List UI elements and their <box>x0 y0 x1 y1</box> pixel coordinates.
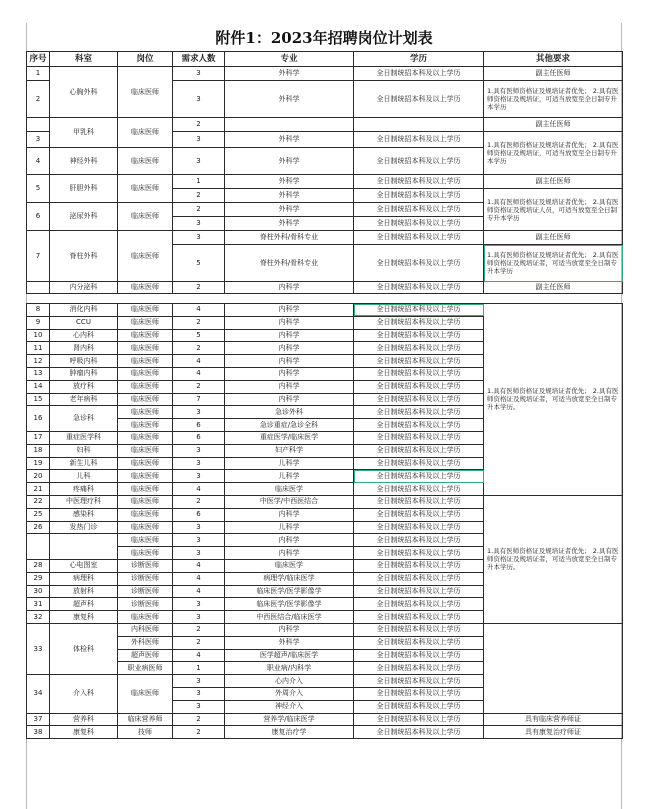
cell-count: 5 <box>173 329 225 342</box>
cell-major: 外科学 <box>225 636 354 649</box>
cell-edu: 全日制统招本科及以上学历 <box>354 282 484 294</box>
recruitment-table <box>26 51 623 739</box>
cell-post: 临床医师 <box>118 457 173 470</box>
cell-edu: 全日制统招本科及以上学历 <box>354 367 484 380</box>
table-row <box>27 118 623 132</box>
cell-major: 急诊外科 <box>225 406 354 419</box>
cell-edu: 全日制统招本科及以上学历 <box>354 431 484 444</box>
cell-major: 脊柱外科/骨科专业 <box>225 245 354 282</box>
header-row <box>27 52 623 67</box>
cell-req: 副主任医师 <box>484 282 623 294</box>
cell-edu: 全日制统招本科及以上学历 <box>354 203 484 217</box>
cell-count: 2 <box>173 118 225 132</box>
cell-major: 外科学 <box>225 132 354 148</box>
cell-count: 3 <box>173 598 225 611</box>
cell-major: 外科学 <box>225 175 354 189</box>
cell-edu: 全日制统招本科及以上学历 <box>354 329 484 342</box>
cell-count: 3 <box>173 67 225 81</box>
table-row <box>27 304 623 317</box>
table-body-section-2 <box>27 304 623 739</box>
cell-count: 3 <box>173 457 225 470</box>
cell-dept: 妇科 <box>50 444 118 457</box>
cell-dept: 消化内科 <box>50 304 118 317</box>
cell-count: 3 <box>173 470 225 483</box>
cell-count: 3 <box>173 217 225 231</box>
cell-dept: 神经外科 <box>50 148 118 175</box>
cell-major: 临床医学/医学影像学 <box>225 585 354 598</box>
cell-no: 31 <box>27 598 50 611</box>
cell-no: 18 <box>27 444 50 457</box>
cell-major: 临床医学 <box>225 483 354 496</box>
cell-edu: 全日制统招本科及以上学历 <box>354 419 484 432</box>
cell-post: 技师 <box>118 726 173 739</box>
cell-dept: 新生儿科 <box>50 457 118 470</box>
cell-major <box>225 118 354 132</box>
cell-dept: 康复科 <box>50 611 118 624</box>
cell-no: 15 <box>27 393 50 406</box>
table-row <box>27 175 623 189</box>
cell-count: 2 <box>173 623 225 636</box>
cell-post: 临床医师 <box>118 67 173 118</box>
cell-edu: 全日制统招本科及以上学历 <box>354 406 484 419</box>
cell-no: 6 <box>27 203 50 231</box>
cell-major: 职业病/内科学 <box>225 662 354 675</box>
cell-dept: 放射科 <box>50 585 118 598</box>
cell-major: 内科学 <box>225 623 354 636</box>
cell-major: 内科学 <box>225 508 354 521</box>
header-cell-dept: 科室 <box>50 52 118 67</box>
cell-count: 4 <box>173 585 225 598</box>
cell-major: 临床医学 <box>225 559 354 572</box>
page-title: 附件1：2023年招聘岗位计划表 <box>215 29 433 47</box>
cell-post: 临床医师 <box>118 419 173 432</box>
cell-count: 3 <box>173 534 225 547</box>
cell-major: 妇产科学 <box>225 444 354 457</box>
cell-no: 20 <box>27 470 50 483</box>
cell-dept: 急诊科 <box>50 406 118 432</box>
cell-no: 19 <box>27 457 50 470</box>
cell-edu: 全日制统招本科及以上学历 <box>354 611 484 624</box>
cell-no: 8 <box>27 304 50 317</box>
cell-no: 37 <box>27 713 50 726</box>
cell-no: 13 <box>27 367 50 380</box>
cell-count: 3 <box>173 231 225 245</box>
cell-req: 具有康复治疗师证 <box>484 726 623 739</box>
cell-post: 临床医师 <box>118 175 173 203</box>
cell-count: 2 <box>173 713 225 726</box>
cell-dept: 心电图室 <box>50 559 118 572</box>
cell-dept: 儿科 <box>50 470 118 483</box>
cell-dept: 肿瘤内科 <box>50 367 118 380</box>
cell-post: 临床医师 <box>118 380 173 393</box>
cell-post: 临床医师 <box>118 355 173 368</box>
cell-no: 17 <box>27 431 50 444</box>
cell-count: 2 <box>173 342 225 355</box>
cell-edu: 全日制统招本科及以上学历 <box>354 508 484 521</box>
cell-major: 脊柱外科/骨科专业 <box>225 231 354 245</box>
cell-post: 临床医师 <box>118 508 173 521</box>
cell-major: 儿科学 <box>225 470 354 483</box>
header-cell-no: 序号 <box>27 52 50 67</box>
cell-no: 4 <box>27 148 50 175</box>
cell-post: 诊断医师 <box>118 585 173 598</box>
cell-req: 1.具有医师资格证及规培证者优先； 2.具有医师资格证及规培证，可适当放宽至全日制专升本学历 <box>484 132 623 175</box>
cell-dept: 放疗科 <box>50 380 118 393</box>
cell-dept: 内分泌科 <box>50 282 118 294</box>
table-row <box>27 67 623 81</box>
cell-dept: 泌尿外科 <box>50 203 118 231</box>
cell-edu: 全日制统招本科及以上学历 <box>354 713 484 726</box>
cell-no: 14 <box>27 380 50 393</box>
cell-edu: 全日制统招本科及以上学历 <box>354 175 484 189</box>
cell-post: 临床医师 <box>118 470 173 483</box>
cell-dept: 病理科 <box>50 572 118 585</box>
cell-count: 2 <box>173 726 225 739</box>
cell-major: 外科学 <box>225 203 354 217</box>
cell-edu: 全日制统招本科及以上学历 <box>354 148 484 175</box>
cell-post: 诊断医师 <box>118 572 173 585</box>
cell-major: 外科学 <box>225 189 354 203</box>
cell-major: 心内介入 <box>225 675 354 688</box>
table-row <box>27 282 623 294</box>
cell-edu: 全日制统招本科及以上学历 <box>354 316 484 329</box>
cell-dept: 中医理疗科 <box>50 495 118 508</box>
cell-dept <box>50 534 118 560</box>
cell-count: 3 <box>173 521 225 534</box>
cell-count: 3 <box>173 132 225 148</box>
cell-major: 内科学 <box>225 282 354 294</box>
cell-edu: 全日制统招本科及以上学历 <box>354 534 484 547</box>
cell-count: 3 <box>173 700 225 713</box>
cell-no: 16 <box>27 406 50 432</box>
table-row <box>27 713 623 726</box>
cell-count: 1 <box>173 175 225 189</box>
cell-major: 外科学 <box>225 217 354 231</box>
cell-count: 4 <box>173 649 225 662</box>
cell-major: 外周介入 <box>225 687 354 700</box>
cell-post: 临床医师 <box>118 675 173 713</box>
cell-edu: 全日制统招本科及以上学历 <box>354 457 484 470</box>
cell-edu: 全日制统招本科及以上学历 <box>354 189 484 203</box>
cell-edu: 全日制统招本科及以上学历 <box>354 687 484 700</box>
cell-post: 临床医师 <box>118 534 173 547</box>
cell-post: 临床医师 <box>118 495 173 508</box>
cell-edu: 全日制统招本科及以上学历 <box>354 231 484 245</box>
cell-count: 3 <box>173 687 225 700</box>
cell-edu: 全日制统招本科及以上学历 <box>354 521 484 534</box>
cell-edu: 全日制统招本科及以上学历 <box>354 304 484 317</box>
cell-edu: 全日制统招本科及以上学历 <box>354 342 484 355</box>
cell-major: 中医学/中西医结合 <box>225 495 354 508</box>
cell-count: 4 <box>173 355 225 368</box>
cell-major: 内科学 <box>225 316 354 329</box>
cell-post: 临床营养师 <box>118 713 173 726</box>
cell-req <box>484 623 623 713</box>
cell-major: 康复治疗学 <box>225 726 354 739</box>
cell-req: 副主任医师 <box>484 175 623 189</box>
cell-edu: 全日制统招本科及以上学历 <box>354 67 484 81</box>
cell-edu <box>354 118 484 132</box>
cell-count: 4 <box>173 483 225 496</box>
cell-count: 7 <box>173 393 225 406</box>
cell-req: 1.具有医师资格证及规培证者优先； 2.具有医师资格证及规培证者，可适当放宽至全日制专升本学历。 <box>484 495 623 623</box>
cell-post: 临床医师 <box>118 316 173 329</box>
cell-count: 3 <box>173 81 225 118</box>
cell-major: 内科学 <box>225 393 354 406</box>
cell-major: 内科学 <box>225 367 354 380</box>
cell-post: 临床医师 <box>118 521 173 534</box>
cell-count: 3 <box>173 675 225 688</box>
cell-dept: 心内科 <box>50 329 118 342</box>
cell-edu: 全日制统招本科及以上学历 <box>354 585 484 598</box>
cell-count: 6 <box>173 508 225 521</box>
cell-count: 4 <box>173 304 225 317</box>
cell-edu: 全日制统招本科及以上学历 <box>354 572 484 585</box>
cell-count: 3 <box>173 148 225 175</box>
cell-no: 12 <box>27 355 50 368</box>
cell-post: 临床医师 <box>118 547 173 560</box>
cell-major: 内科学 <box>225 547 354 560</box>
cell-post: 临床医师 <box>118 393 173 406</box>
cell-count: 4 <box>173 559 225 572</box>
cell-edu: 全日制统招本科及以上学历 <box>354 495 484 508</box>
cell-count: 6 <box>173 431 225 444</box>
cell-major: 内科学 <box>225 304 354 317</box>
cell-major: 营养学/临床医学 <box>225 713 354 726</box>
cell-edu: 全日制统招本科及以上学历 <box>354 444 484 457</box>
cell-count: 3 <box>173 611 225 624</box>
cell-count: 2 <box>173 282 225 294</box>
cell-count: 3 <box>173 444 225 457</box>
cell-major: 重症医学/临床医学 <box>225 431 354 444</box>
cell-count: 2 <box>173 495 225 508</box>
cell-major: 内科学 <box>225 534 354 547</box>
cell-major: 内科学 <box>225 329 354 342</box>
cell-edu: 全日制统招本科及以上学历 <box>354 355 484 368</box>
cell-no: 10 <box>27 329 50 342</box>
cell-no: 29 <box>27 572 50 585</box>
cell-major: 内科学 <box>225 342 354 355</box>
cell-post: 临床医师 <box>118 444 173 457</box>
cell-post: 临床医师 <box>118 367 173 380</box>
cell-count: 4 <box>173 572 225 585</box>
cell-dept: 老年病科 <box>50 393 118 406</box>
cell-edu: 全日制统招本科及以上学历 <box>354 675 484 688</box>
cell-major: 医学超声/临床医学 <box>225 649 354 662</box>
cell-no: 2 <box>27 81 50 118</box>
cell-post: 职业病医师 <box>118 662 173 675</box>
cell-req: 1.具有医师资格证及规培证者优先； 2.具有医师资格证及规培证，可适当放宽至全日制专升本学历 <box>484 81 623 118</box>
cell-post: 临床医师 <box>118 231 173 282</box>
cell-dept: 康复科 <box>50 726 118 739</box>
cell-no <box>27 118 50 132</box>
cell-no: 5 <box>27 175 50 203</box>
cell-post: 临床医师 <box>118 148 173 175</box>
header-cell-post: 岗位 <box>118 52 173 67</box>
cell-edu: 全日制统招本科及以上学历 <box>354 598 484 611</box>
cell-post: 临床医师 <box>118 342 173 355</box>
cell-dept: 感染科 <box>50 508 118 521</box>
cell-count: 1 <box>173 662 225 675</box>
cell-dept: CCU <box>50 316 118 329</box>
cell-req: 副主任医师 <box>484 67 623 81</box>
cell-no: 21 <box>27 483 50 496</box>
cell-post: 临床医师 <box>118 329 173 342</box>
cell-dept: 甲乳科 <box>50 118 118 148</box>
table-row <box>27 231 623 245</box>
cell-count: 2 <box>173 636 225 649</box>
cell-edu: 全日制统招本科及以上学历 <box>354 559 484 572</box>
cell-no: 28 <box>27 559 50 572</box>
cell-post: 临床医师 <box>118 483 173 496</box>
cell-dept: 肾内科 <box>50 342 118 355</box>
cell-major: 外科学 <box>225 81 354 118</box>
cell-edu: 全日制统招本科及以上学历 <box>354 623 484 636</box>
cell-req: 具有临床营养师证 <box>484 713 623 726</box>
cell-edu: 全日制统招本科及以上学历 <box>354 470 484 483</box>
cell-post: 外科医师 <box>118 636 173 649</box>
cell-major: 儿科学 <box>225 521 354 534</box>
cell-no: 1 <box>27 67 50 81</box>
cell-count: 3 <box>173 547 225 560</box>
section-gap <box>27 294 623 304</box>
cell-no <box>27 534 50 560</box>
cell-major: 中西医结合/临床医学 <box>225 611 354 624</box>
cell-no: 30 <box>27 585 50 598</box>
cell-req: 副主任医师 <box>484 118 623 132</box>
cell-dept: 疼痛科 <box>50 483 118 496</box>
cell-no: 33 <box>27 623 50 674</box>
cell-major: 神经介入 <box>225 700 354 713</box>
cell-post: 临床医师 <box>118 203 173 231</box>
cell-edu: 全日制统招本科及以上学历 <box>354 81 484 118</box>
cell-post: 临床医师 <box>118 282 173 294</box>
cell-post: 临床医师 <box>118 118 173 148</box>
cell-post: 临床医师 <box>118 431 173 444</box>
cell-post: 内科医师 <box>118 623 173 636</box>
cell-no: 3 <box>27 132 50 148</box>
table-row <box>27 495 623 508</box>
cell-edu: 全日制统招本科及以上学历 <box>354 380 484 393</box>
cell-dept: 体检科 <box>50 623 118 674</box>
cell-count: 4 <box>173 367 225 380</box>
cell-edu: 全日制统招本科及以上学历 <box>354 217 484 231</box>
cell-edu: 全日制统招本科及以上学历 <box>354 662 484 675</box>
cell-no: 9 <box>27 316 50 329</box>
cell-no: 7 <box>27 231 50 282</box>
cell-count: 3 <box>173 406 225 419</box>
cell-post: 临床医师 <box>118 304 173 317</box>
cell-dept: 介入科 <box>50 675 118 713</box>
cell-major: 外科学 <box>225 148 354 175</box>
cell-dept: 肝胆外科 <box>50 175 118 203</box>
cell-no: 32 <box>27 611 50 624</box>
header-cell-count: 需求人数 <box>173 52 225 67</box>
cell-dept: 重症医学科 <box>50 431 118 444</box>
cell-edu: 全日制统招本科及以上学历 <box>354 726 484 739</box>
header-cell-edu: 学历 <box>354 52 484 67</box>
cell-no: 38 <box>27 726 50 739</box>
cell-major: 内科学 <box>225 355 354 368</box>
cell-count: 2 <box>173 203 225 217</box>
header-cell-req: 其他要求 <box>484 52 623 67</box>
cell-no: 34 <box>27 675 50 713</box>
cell-edu: 全日制统招本科及以上学历 <box>354 700 484 713</box>
cell-count: 2 <box>173 380 225 393</box>
cell-edu: 全日制统招本科及以上学历 <box>354 483 484 496</box>
cell-no: 25 <box>27 508 50 521</box>
cell-count: 2 <box>173 316 225 329</box>
cell-major: 临床医学/医学影像学 <box>225 598 354 611</box>
cell-major: 儿科学 <box>225 457 354 470</box>
cell-major: 急诊重症/急诊全科 <box>225 419 354 432</box>
cell-post: 临床医师 <box>118 611 173 624</box>
cell-dept: 心胸外科 <box>50 67 118 118</box>
table-row <box>27 726 623 739</box>
cell-count: 5 <box>173 245 225 282</box>
cell-post: 超声医师 <box>118 649 173 662</box>
cell-no <box>27 282 50 294</box>
cell-dept: 呼吸内科 <box>50 355 118 368</box>
cell-req: 副主任医师 <box>484 231 623 245</box>
cell-dept: 脊柱外科 <box>50 231 118 282</box>
cell-count: 6 <box>173 419 225 432</box>
cell-edu: 全日制统招本科及以上学历 <box>354 393 484 406</box>
cell-post: 诊断医师 <box>118 598 173 611</box>
cell-major: 病理学/临床医学 <box>225 572 354 585</box>
cell-post: 临床医师 <box>118 406 173 419</box>
cell-edu: 全日制统招本科及以上学历 <box>354 547 484 560</box>
cell-no: 22 <box>27 495 50 508</box>
cell-edu: 全日制统招本科及以上学历 <box>354 245 484 282</box>
table-row <box>27 623 623 636</box>
cell-dept: 营养科 <box>50 713 118 726</box>
cell-req: 1.具有医师资格证及规培证者优先； 2.具有医师资格证及规培证人员，可适当放宽至全日制专升本学历 <box>484 189 623 231</box>
cell-no: 11 <box>27 342 50 355</box>
cell-edu: 全日制统招本科及以上学历 <box>354 132 484 148</box>
cell-edu: 全日制统招本科及以上学历 <box>354 636 484 649</box>
cell-post: 诊断医师 <box>118 559 173 572</box>
cell-req: 1.具有医师资格证及规培证者优先； 2.具有医师资格证及规培证者，可适当放宽至全日制专升本学历 <box>484 245 623 282</box>
cell-dept: 发热门诊 <box>50 521 118 534</box>
cell-dept: 超声科 <box>50 598 118 611</box>
cell-no: 26 <box>27 521 50 534</box>
cell-major: 内科学 <box>225 380 354 393</box>
cell-major: 外科学 <box>225 67 354 81</box>
cell-edu: 全日制统招本科及以上学历 <box>354 649 484 662</box>
cell-req: 1.具有医师资格证及规培证者优先； 2.具有医师资格证及规培证者，可适当放宽至全日制专升本学历。 <box>484 304 623 496</box>
header-cell-major: 专业 <box>225 52 354 67</box>
cell-count: 2 <box>173 189 225 203</box>
